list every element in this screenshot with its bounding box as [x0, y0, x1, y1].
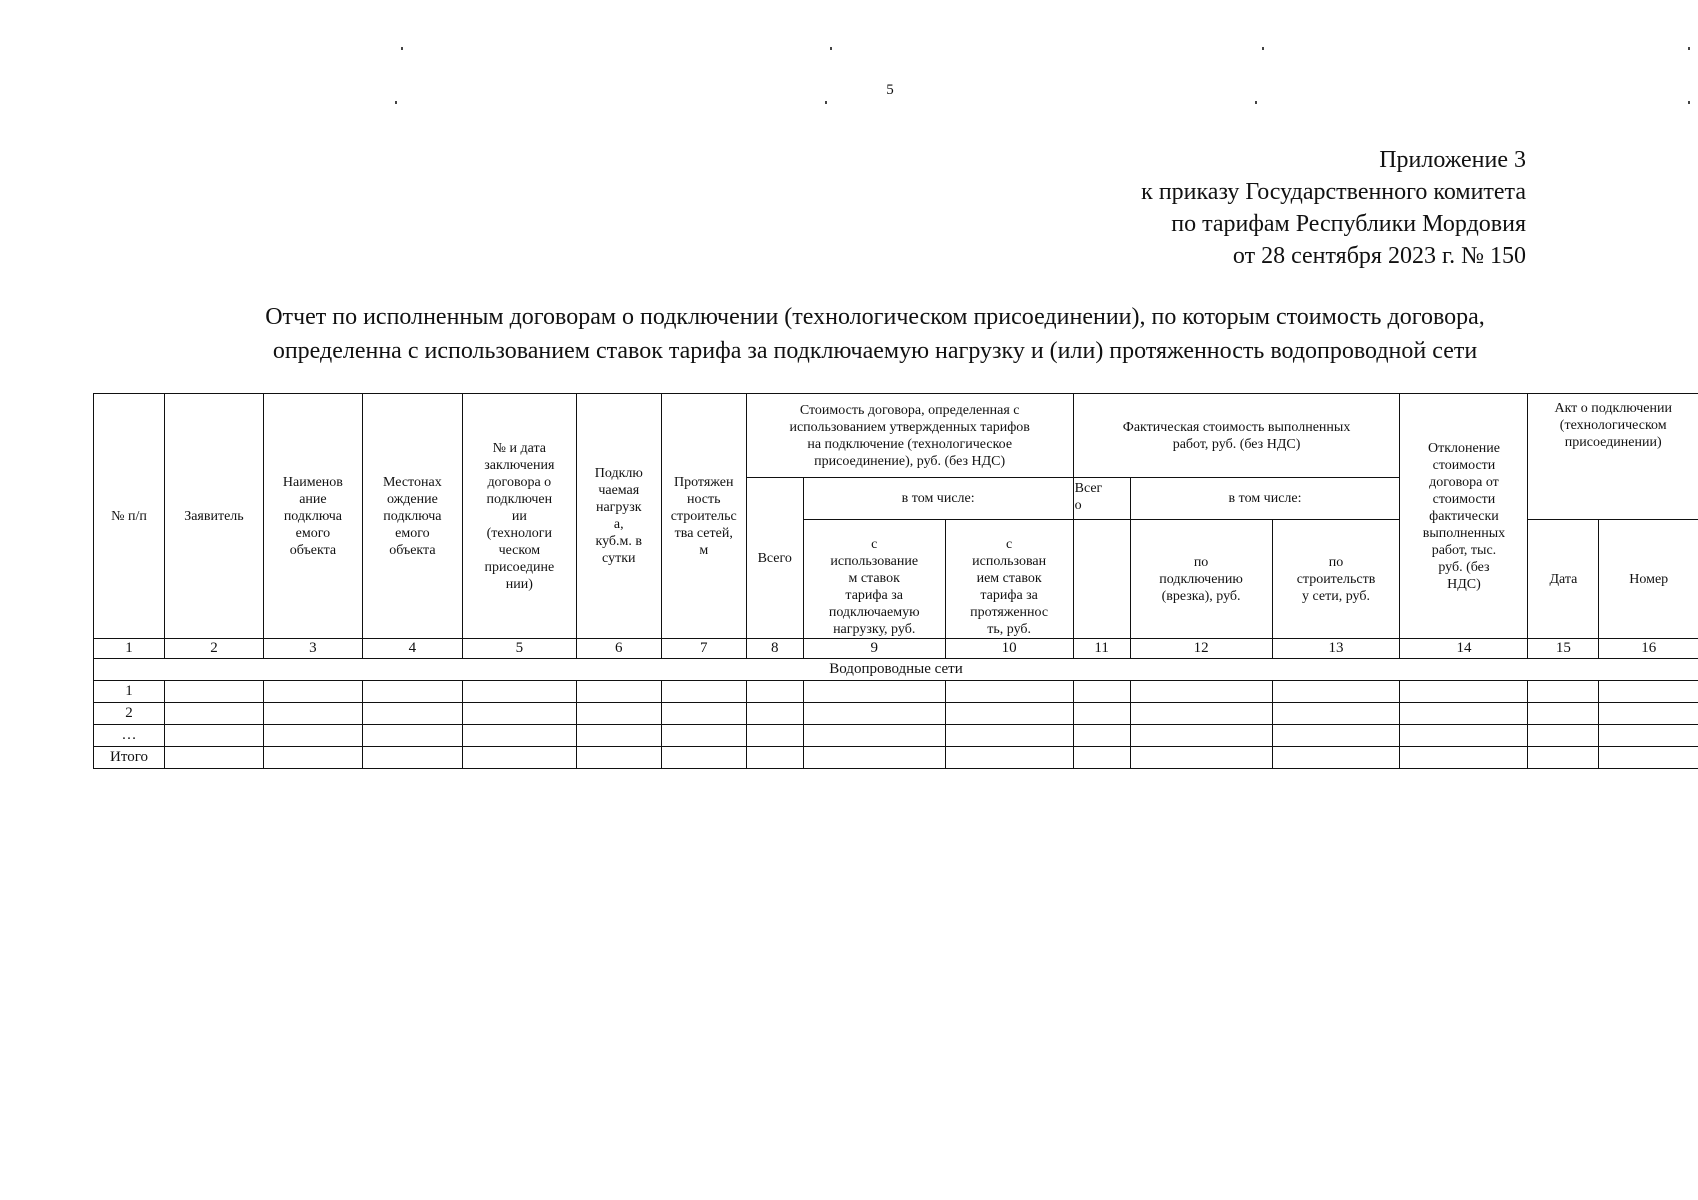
empty-cell	[1528, 747, 1599, 769]
empty-cell	[1272, 703, 1400, 725]
empty-cell	[1599, 747, 1698, 769]
column-number-row	[94, 639, 1698, 659]
header-including-contract: в том числе:	[803, 478, 1073, 520]
section-header-water-networks: Водопроводные сети	[94, 659, 1698, 681]
header-cost-by-load-rate: с использование м ставок тарифа за подключаемую нагрузку, руб.	[803, 520, 945, 639]
scan-speck	[395, 101, 397, 104]
column-number: 14	[1400, 639, 1528, 659]
empty-cell	[661, 725, 746, 747]
empty-cell	[576, 747, 661, 769]
empty-cell	[803, 703, 945, 725]
column-number: 3	[263, 639, 362, 659]
column-number: 16	[1599, 639, 1698, 659]
row-number-cell: …	[94, 725, 165, 747]
column-number: 1	[94, 639, 165, 659]
header-network-length: Протяжен ность строительс тва сетей, м	[661, 394, 746, 639]
empty-cell	[362, 703, 462, 725]
header-group-actual-cost: Фактическая стоимость выполненных работ, руб. (без НДС)	[1073, 394, 1400, 478]
empty-cell	[746, 725, 803, 747]
empty-cell	[1400, 681, 1528, 703]
empty-cell	[746, 747, 803, 769]
header-contract-number-date: № и дата заключения договора о подключен ии (технологи ческом присоедине нии)	[462, 394, 576, 639]
scan-speck	[1688, 47, 1690, 50]
empty-cell	[945, 703, 1073, 725]
empty-cell	[945, 747, 1073, 769]
header-object-location: Местонах ождение подключа емого объекта	[362, 394, 462, 639]
row-number-cell: 2	[94, 703, 165, 725]
empty-cell	[1599, 725, 1698, 747]
empty-cell	[164, 681, 263, 703]
table-row	[94, 703, 1698, 725]
empty-cell	[576, 681, 661, 703]
empty-cell	[1528, 725, 1599, 747]
empty-cell	[1130, 747, 1272, 769]
column-number: 10	[945, 639, 1073, 659]
column-number: 9	[803, 639, 945, 659]
column-number: 12	[1130, 639, 1272, 659]
header-contract-total: Всего	[746, 478, 803, 639]
header-cost-tie-in: по подключению (врезка), руб.	[1130, 520, 1272, 639]
column-number: 7	[661, 639, 746, 659]
empty-cell	[1528, 703, 1599, 725]
empty-cell	[1272, 725, 1400, 747]
empty-cell	[263, 703, 362, 725]
empty-cell	[746, 681, 803, 703]
appendix-line: от 28 сентября 2023 г. № 150	[1232, 243, 1526, 269]
scan-speck	[401, 47, 403, 50]
appendix-line: по тарифам Республики Мордовия	[1171, 211, 1526, 237]
empty-cell	[164, 725, 263, 747]
column-number: 13	[1272, 639, 1400, 659]
empty-cell	[362, 681, 462, 703]
header-act-number: Номер	[1599, 520, 1698, 639]
appendix-reference	[1141, 144, 1526, 272]
header-group-contract-cost: Стоимость договора, определенная с использованием утвержденных тарифов на подключение (технологическое присоединение), руб. (без НДС)	[746, 394, 1073, 478]
empty-cell	[462, 747, 576, 769]
empty-cell	[263, 725, 362, 747]
total-label-cell: Итого	[94, 747, 165, 769]
report-title-line: определенна с использованием ставок тарифа за подключаемую нагрузку и (или) протяженность водопроводной сети	[272, 338, 1478, 364]
empty-cell	[362, 747, 462, 769]
scan-speck	[830, 47, 832, 50]
empty-cell	[164, 747, 263, 769]
empty-cell	[1130, 725, 1272, 747]
empty-cell	[661, 703, 746, 725]
report-title	[150, 300, 1600, 368]
empty-cell	[362, 725, 462, 747]
header-row-number: № п/п	[94, 394, 165, 639]
empty-cell	[1400, 703, 1528, 725]
empty-cell	[746, 703, 803, 725]
column-number: 11	[1073, 639, 1130, 659]
report-table	[93, 393, 1698, 769]
header-object-name: Наименов ание подключа емого объекта	[263, 394, 362, 639]
empty-cell	[576, 725, 661, 747]
column-number: 4	[362, 639, 462, 659]
empty-cell	[462, 703, 576, 725]
column-number: 15	[1528, 639, 1599, 659]
appendix-line: к приказу Государственного комитета	[1141, 179, 1526, 205]
empty-cell	[1130, 681, 1272, 703]
empty-cell	[164, 703, 263, 725]
column-number: 2	[164, 639, 263, 659]
table-row	[94, 681, 1698, 703]
page-number: 5	[886, 82, 894, 98]
empty-cell	[263, 747, 362, 769]
empty-cell	[661, 681, 746, 703]
empty-cell	[576, 703, 661, 725]
header-group-connection-act: Акт о подключении (технологическом присоединении)	[1528, 394, 1698, 520]
empty-cell	[803, 725, 945, 747]
empty-cell	[1130, 703, 1272, 725]
empty-cell	[1073, 725, 1130, 747]
header-cost-deviation: Отклонение стоимости договора от стоимости фактически выполненных работ, тыс. руб. (без НДС)	[1400, 394, 1528, 639]
scan-speck	[1255, 101, 1257, 104]
empty-cell	[945, 725, 1073, 747]
empty-cell	[1400, 747, 1528, 769]
appendix-line: Приложение 3	[1379, 147, 1526, 173]
empty-cell	[661, 747, 746, 769]
header-connected-load: Подклю чаемая нагрузк а, куб.м. в сутки	[576, 394, 661, 639]
table-row-total	[94, 747, 1698, 769]
column-number: 8	[746, 639, 803, 659]
header-actual-total: Всег о	[1073, 478, 1130, 520]
header-actual-total-blank	[1073, 520, 1130, 639]
scan-speck	[825, 101, 827, 104]
empty-cell	[462, 681, 576, 703]
empty-cell	[1272, 747, 1400, 769]
empty-cell	[1073, 703, 1130, 725]
empty-cell	[1073, 747, 1130, 769]
column-number: 5	[462, 639, 576, 659]
empty-cell	[462, 725, 576, 747]
empty-cell	[803, 681, 945, 703]
empty-cell	[1599, 681, 1698, 703]
header-applicant: Заявитель	[164, 394, 263, 639]
empty-cell	[1400, 725, 1528, 747]
column-number: 6	[576, 639, 661, 659]
empty-cell	[945, 681, 1073, 703]
empty-cell	[803, 747, 945, 769]
header-cost-by-length-rate: с использован ием ставок тарифа за протяженнос ть, руб.	[945, 520, 1073, 639]
empty-cell	[1073, 681, 1130, 703]
empty-cell	[1272, 681, 1400, 703]
scan-speck	[1262, 47, 1264, 50]
header-act-date: Дата	[1528, 520, 1599, 639]
empty-cell	[1599, 703, 1698, 725]
report-title-line: Отчет по исполненным договорам о подключении (технологическом присоединении), по которым стоимость договора,	[265, 304, 1485, 330]
scan-speck	[1688, 101, 1690, 104]
empty-cell	[263, 681, 362, 703]
header-cost-network-construction: по строительств у сети, руб.	[1272, 520, 1400, 639]
empty-cell	[1528, 681, 1599, 703]
header-including-actual: в том числе:	[1130, 478, 1400, 520]
table-row	[94, 725, 1698, 747]
row-number-cell: 1	[94, 681, 165, 703]
